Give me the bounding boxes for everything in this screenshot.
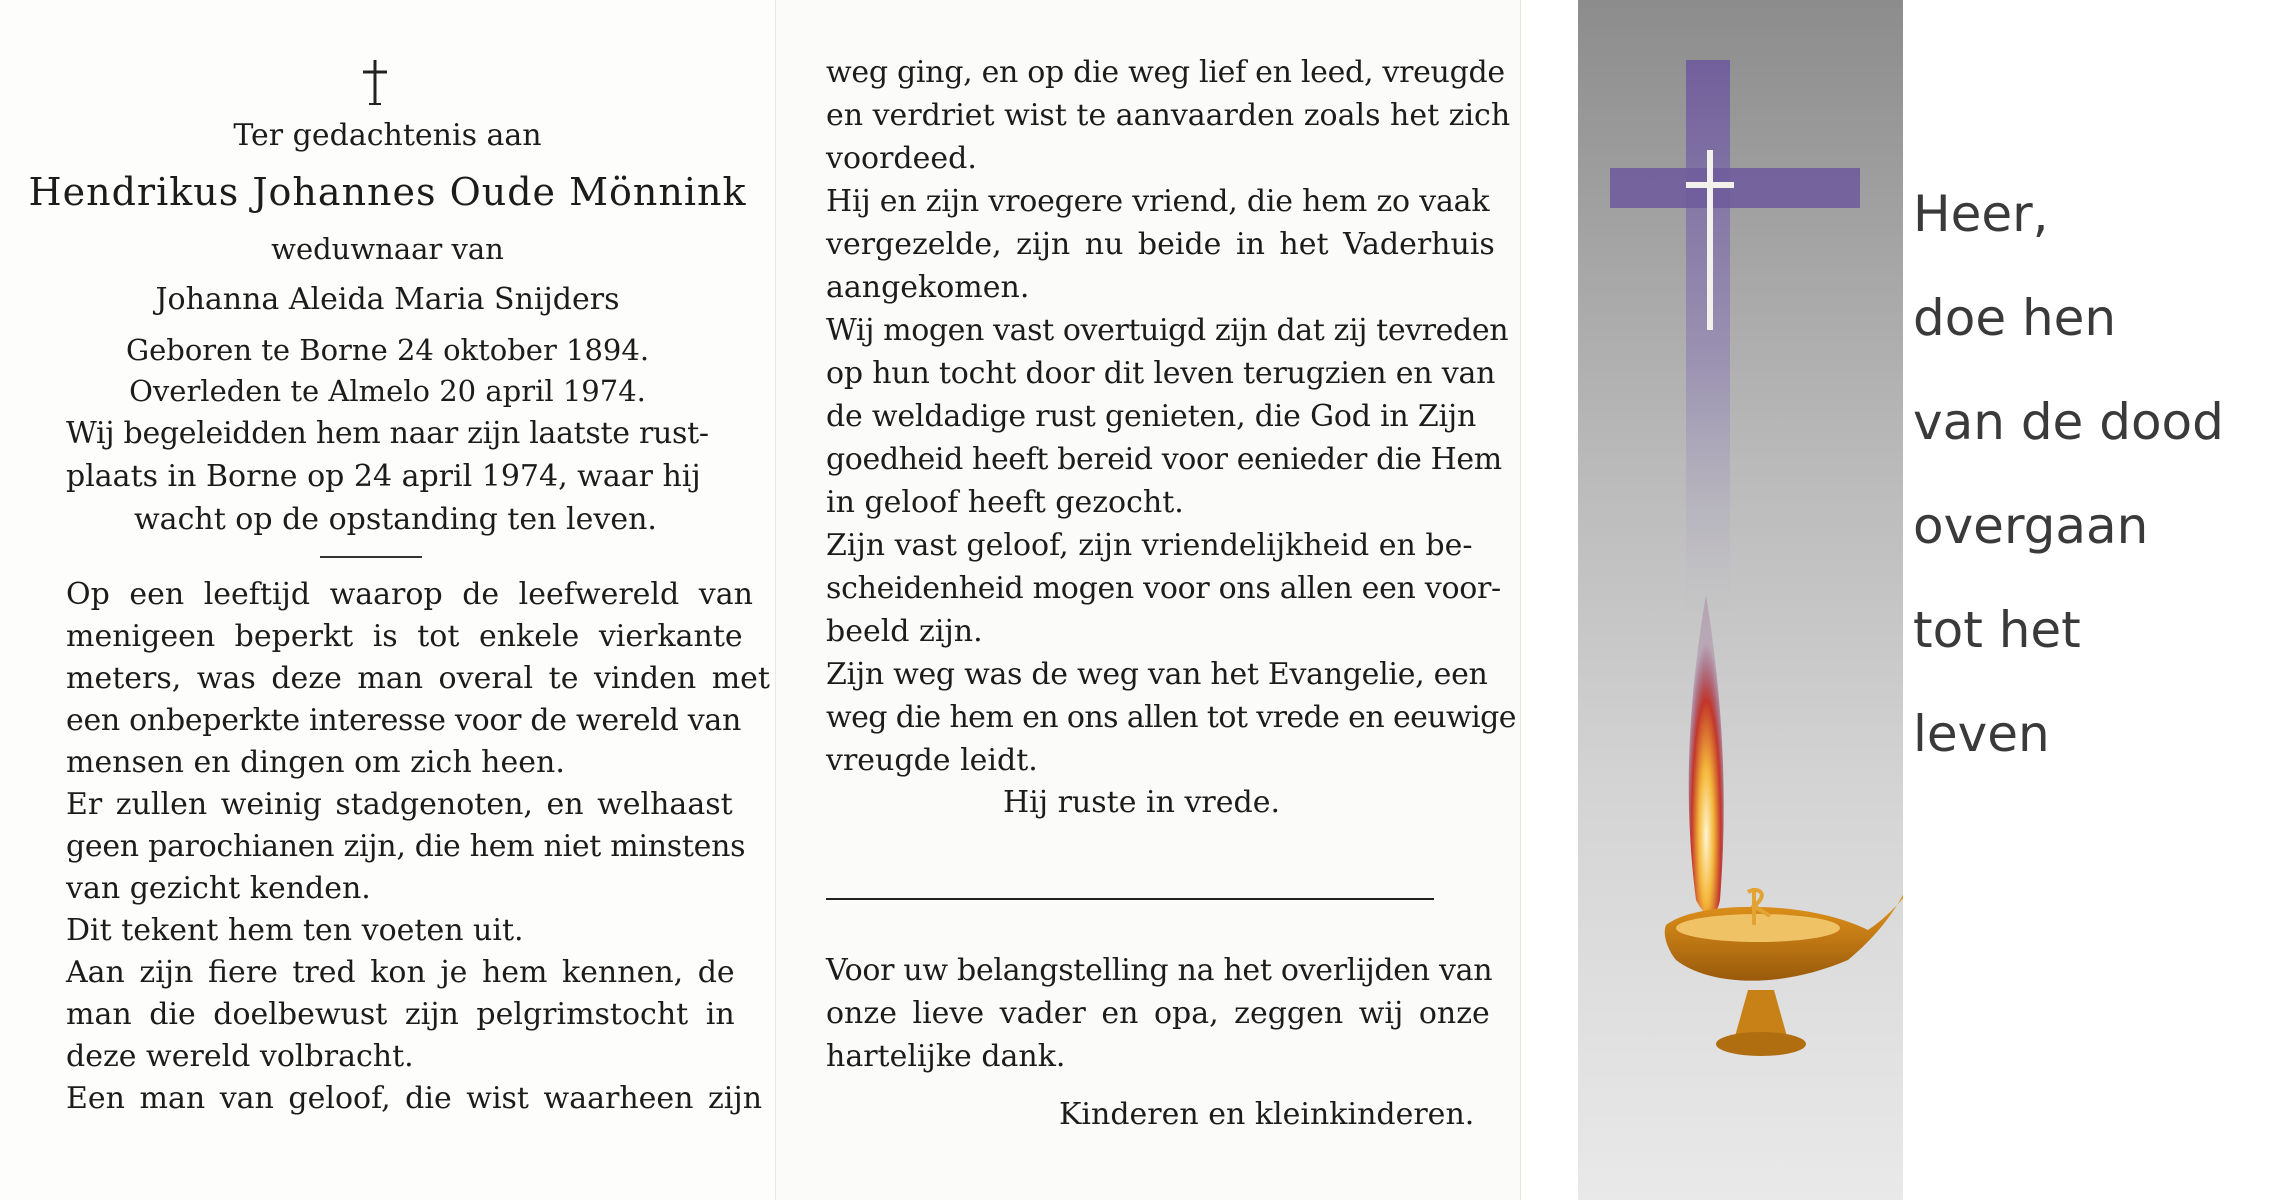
body-line: goedheid heeft bereid voor eenieder die Hem (826, 442, 1502, 477)
body-line: beeld zijn. (826, 614, 983, 649)
body-line: man die doelbewust zijn pelgrimstocht in (66, 997, 735, 1032)
body-line: Op een leeftijd waarop de leefwereld van (66, 577, 753, 612)
body-line: Zijn weg was de weg van het Evangelie, een (826, 657, 1488, 692)
separator-line (826, 898, 1434, 900)
body-line: weg ging, en op die weg lief en leed, vreugde (826, 55, 1505, 90)
body-line: deze wereld volbracht. (66, 1039, 414, 1074)
deceased-name: Hendrikus Johannes Oude Mönnink (28, 170, 747, 214)
thanks-line: hartelijke dank. (826, 1039, 1066, 1074)
body-line: Aan zijn fiere tred kon je hem kennen, de (66, 955, 735, 990)
body-line: vreugde leidt. (826, 743, 1038, 778)
verse-line: van de dood (1913, 393, 2224, 451)
card-left-panel (0, 0, 775, 1200)
verse-line: overgaan (1913, 497, 2149, 555)
burial-line: wacht op de opstanding ten leven. (134, 502, 657, 537)
body-line: Een man van geloof, die wist waarheen zijn (66, 1081, 763, 1116)
body-line: vergezelde, zijn nu beide in het Vaderhuis (826, 227, 1495, 262)
birth-line: Geboren te Borne 24 oktober 1894. (125, 333, 650, 367)
body-line: Hij en zijn vroegere vriend, die hem zo vaak (826, 184, 1490, 219)
relation-label: weduwnaar van (271, 232, 504, 266)
thanks-line: Voor uw belangstelling na het overlijden van (826, 953, 1493, 988)
body-line: meters, was deze man overal te vinden met (66, 661, 770, 696)
body-line: Zijn vast geloof, zijn vriendelijkheid en be- (826, 528, 1473, 563)
verse-line: leven (1913, 705, 2050, 763)
verse-line: doe hen (1913, 289, 2117, 347)
cross-icon (355, 58, 395, 106)
body-line: op hun tocht door dit leven terugzien en van (826, 356, 1496, 391)
body-line: Er zullen weinig stadgenoten, en welhaast (66, 787, 733, 822)
cross-and-lamp-illustration (1578, 0, 1903, 1200)
purple-cross-shape (1686, 60, 1730, 620)
body-line: menigeen beperkt is tot enkele vierkante (66, 619, 743, 654)
memorial-intro: Ter gedachtenis aan (233, 118, 542, 153)
spouse-name: Johanna Aleida Maria Snijders (155, 282, 620, 317)
body-line: geen parochianen zijn, die hem niet minstens (66, 829, 746, 864)
body-line: en verdriet wist te aanvaarden zoals het zich (826, 98, 1511, 133)
body-line: mensen en dingen om zich heen. (66, 745, 565, 780)
verse-line: tot het (1913, 601, 2081, 659)
card-middle-panel (775, 0, 1521, 1200)
closing-line: Hij ruste in vrede. (1003, 785, 1280, 820)
divider (320, 556, 422, 558)
body-line: scheidenheid mogen voor ons allen een voor- (826, 571, 1501, 606)
thanks-line: onze lieve vader en opa, zeggen wij onze (826, 996, 1490, 1031)
body-line: de weldadige rust genieten, die God in Zijn (826, 399, 1477, 434)
death-line: Overleden te Almelo 20 april 1974. (129, 374, 646, 408)
body-line: Dit tekent hem ten voeten uit. (66, 913, 524, 948)
verse-line: Heer, (1913, 185, 2049, 243)
body-line: aangekomen. (826, 270, 1030, 305)
burial-line: Wij begeleidden hem naar zijn laatste rust- (66, 416, 709, 451)
body-line: in geloof heeft gezocht. (826, 485, 1184, 520)
body-line: voordeed. (826, 141, 977, 176)
body-line: van gezicht kenden. (66, 871, 371, 906)
body-line: weg die hem en ons allen tot vrede en eeuwige (826, 700, 1516, 735)
body-line: Wij mogen vast overtuigd zijn dat zij tevreden (826, 313, 1509, 348)
signature: Kinderen en kleinkinderen. (1059, 1097, 1475, 1132)
burial-line: plaats in Borne op 24 april 1974, waar hij (66, 459, 701, 494)
body-line: een onbeperkte interesse voor de wereld van (66, 703, 741, 738)
card-right-panel (1520, 0, 2284, 1200)
